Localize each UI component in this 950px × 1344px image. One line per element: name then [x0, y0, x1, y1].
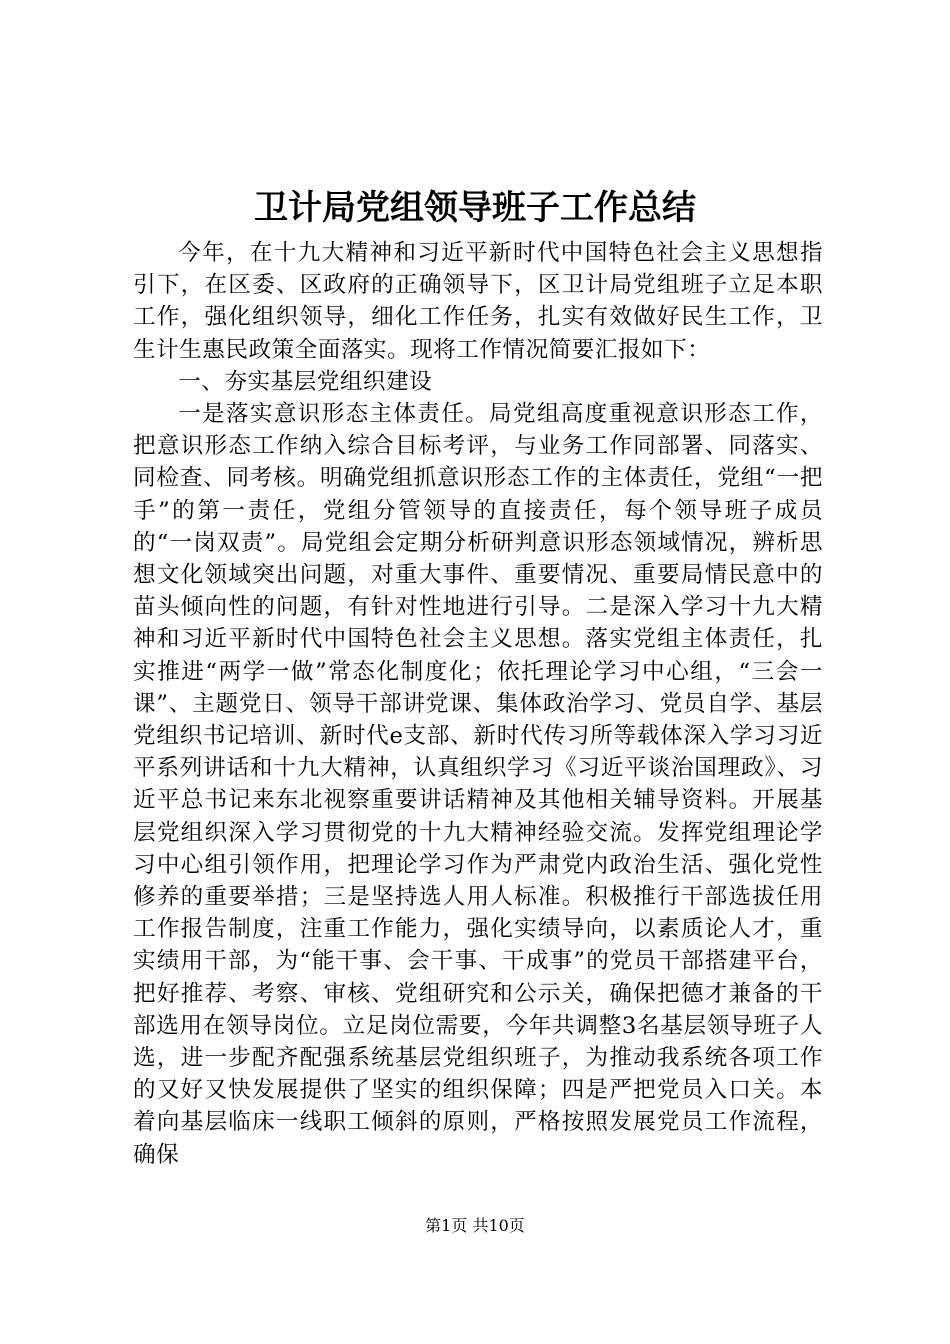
section-paragraph: 一是落实意识形态主体责任。局党组高度重视意识形态工作，把意识形态工作纳入综合目标考评，与业务工作同部署、同落实、同检查、同考核。明确党组抓意识形态工作的主体责任，党组“一把手”的第一责任，党组分管领导的直接责任，每个领导班子成员的“一岗双责”。局党组会定期分析研判意识形态领域情况，辨析思想文化领域突出问题，对重大事件、重要情况、重要局情民意中的苗头倾向性的问题，有针对性地进行引导。二是深入学习十九大精神和习近平新时代中国特色社会主义思想。落实党组主体责任，扎实推进“两学一做”常态化制度化；依托理论学习中心组，“三会一课”、主题党日、领导干部讲党课、集体政治学习、党员自学、基层党组织书记培训、新时代e支部、新时代传习所等载体深入学习习近平系列讲话和十九大精神，认真组织学习《习近平谈治国理政》、习近平总书记来东北视察重要讲话精神及其他相关辅导资料。开展基层党组织深入学习贯彻党的十九大精神经验交流。发挥党组理论学习中心组引领作用，把理论学习作为严肃党内政治生活、强化党性修养的重要举措；三是坚持选人用人标准。积极推行干部选拔任用工作报告制度，注重工作能力，强化实绩导向，以素质论人才，重实绩用干部，为“能干事、会干事、干成事”的党员干部搭建平台，把好推荐、考察、审核、党组研究和公示关，确保把德才兼备的干部选用在领导岗位。立足岗位需要，今年共调整3名基层领导班子人选，进一步配齐配强系统基层党组织班子，为推动我系统各项工作的又好又快发展提供了坚实的组织保障；四是严把党员入口关。本着向基层临床一线职工倾斜的原则，严格按照发展党员工作流程，确保 — [133, 401, 823, 1168]
section-heading: 一、夯实基层党组织建设 — [178, 368, 433, 395]
document-body — [133, 237, 823, 1171]
document-title: 卫计局党组领导班子工作总结 — [254, 188, 696, 228]
page-footer: 第1页 共10页 — [425, 1216, 525, 1235]
intro-paragraph: 今年，在十九大精神和习近平新时代中国特色社会主义思想指引下，在区委、区政府的正确领导下，区卫计局党组班子立足本职工作，强化组织领导，细化工作任务，扎实有效做好民生工作，卫生计生惠民政策全面落实。现将工作情况简要汇报如下： — [133, 240, 823, 363]
